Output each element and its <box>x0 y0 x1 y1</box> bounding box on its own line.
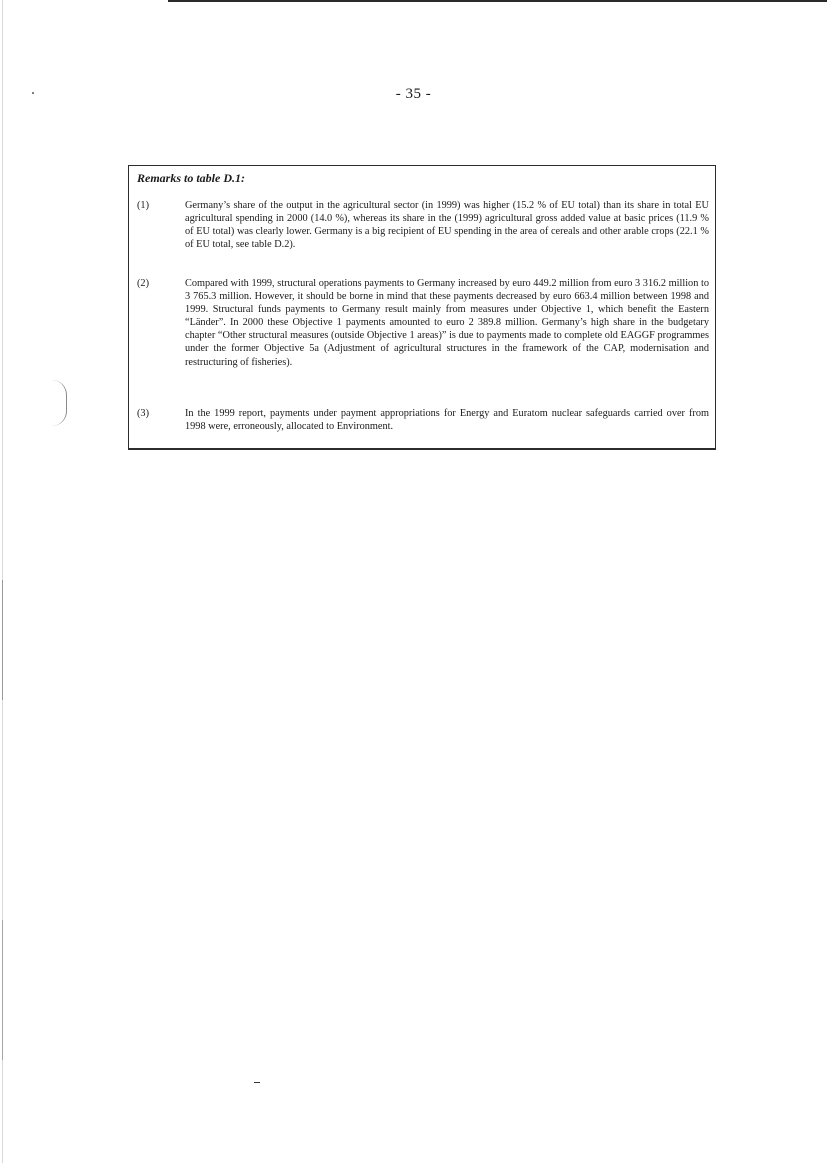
remark-item <box>137 199 709 251</box>
scan-left-edge-mark-lower <box>2 920 3 1060</box>
footer-dash <box>254 1082 260 1083</box>
remark-number: (2) <box>137 278 150 289</box>
remark-item <box>137 277 709 369</box>
scan-top-rule <box>168 0 827 2</box>
scan-artifact-curve <box>52 380 67 426</box>
page-number: - 35 - <box>395 86 432 102</box>
remark-number: (1) <box>137 200 150 211</box>
remark-number: (3) <box>137 408 150 419</box>
remark-text: In the 1999 report, payments under payment appropriations for Energy and Euratom nuclear safeguards carried over from 1998 were, erroneously, allocated to Environment. <box>185 408 709 433</box>
remarks-box <box>128 165 716 449</box>
scan-left-edge-mark <box>2 580 3 700</box>
remark-text: Germany’s share of the output in the agricultural sector (in 1999) was higher (15.2 % of EU total) than its share in total EU agricultural spending in 2000 (14.0 %), whereas its share in the (1999) agricultural gross added value at basic prices (11.9 % of EU total) was clearly lower. Germany is a big recipient of EU spending in the area of cereals and other arable crops (22.1 % of EU total, see table D.2). <box>185 200 709 251</box>
remark-item <box>137 407 709 433</box>
remarks-title: Remarks to table D.1: <box>137 171 245 185</box>
remark-text: Compared with 1999, structural operations payments to Germany increased by euro 449.2 million from euro 3 316.2 million to 3 765.3 million. However, it should be borne in mind that these payments decreased by euro 663.4 million between 1998 and 1999. Structural funds payments to Germany result mainly from measures under Objective 1, which benefit the Eastern “Länder”. In 2000 these Objective 1 payments amounted to euro 2 389.8 million. Germany’s high share in the budgetary chapter “Other structural measures (outside Objective 1 areas)” is due to payments made to complete old EAGGF programmes under the former Objective 5a (Adjustment of agricultural structures in the framework of the CAP, modernisation and restructuring of fisheries). <box>185 278 709 368</box>
